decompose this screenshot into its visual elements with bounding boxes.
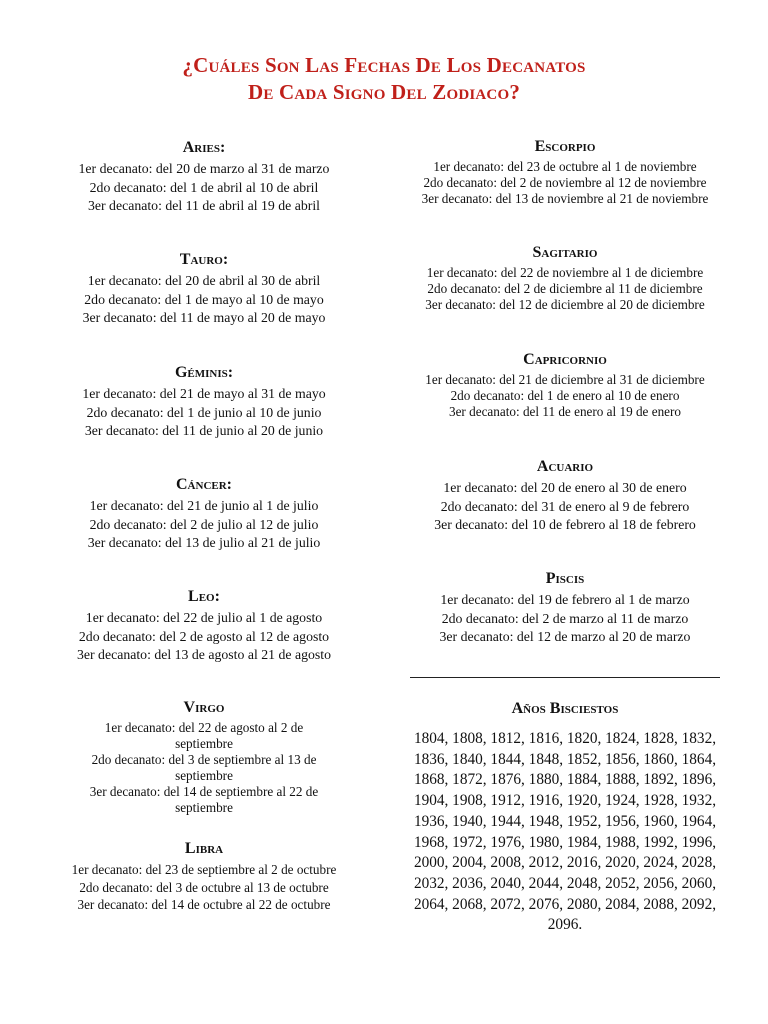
sign-escorpio xyxy=(398,137,732,207)
sign-virgo xyxy=(30,698,378,816)
sign-name: Libra xyxy=(184,840,224,857)
sign-name: Virgo xyxy=(183,699,225,716)
sign-name: Géminis: xyxy=(174,364,234,381)
title-line-2: De Cada Signo Del Zodiaco? xyxy=(247,80,521,104)
decanato-line: 3er decanato: del 12 de marzo al 20 de marzo xyxy=(439,629,691,645)
decanato-line: 3er decanato: del 11 de abril al 19 de abril xyxy=(87,198,321,214)
decanato-line: 2do decanato: del 2 de agosto al 12 de agosto xyxy=(78,628,330,644)
decanato-line: 2do decanato: del 2 de noviembre al 12 de noviembre xyxy=(423,175,707,190)
decanato-line: 2do decanato: del 31 de enero al 9 de febrero xyxy=(440,498,690,514)
decanato-line: 1er decanato: del 20 de marzo al 31 de marzo xyxy=(78,161,330,176)
sign-name: Leo: xyxy=(188,588,220,605)
decanato-line: 3er decanato: del 13 de agosto al 21 de agosto xyxy=(76,647,331,663)
sign-sagitario xyxy=(398,243,732,313)
decanato-line: 3er decanato: del 13 de noviembre al 21 de noviembre xyxy=(421,191,709,206)
sign-leo xyxy=(30,587,378,665)
decanato-line: 2do decanato: del 2 de diciembre al 11 de diciembre xyxy=(427,281,703,296)
decanato-line: 2do decanato: del 3 de octubre al 13 de octubre xyxy=(79,879,329,895)
decanato-line: 2do decanato: del 2 de julio al 12 de julio xyxy=(89,516,319,532)
decanato-line: 1er decanato: del 21 de junio al 1 de julio xyxy=(89,498,319,513)
decanato-line: 3er decanato: del 11 de enero al 19 de enero xyxy=(448,404,681,419)
decanato-line: 1er decanato: del 20 de abril al 30 de abril xyxy=(87,273,321,288)
decanato-line: 2do decanato: del 1 de junio al 10 de junio xyxy=(86,404,322,420)
decanato-line: 2do decanato: del 1 de enero al 10 de enero xyxy=(450,388,680,403)
decanato-line: 3er decanato: del 13 de julio al 21 de julio xyxy=(87,535,321,551)
decanato-line: 1er decanato: del 22 de noviembre al 1 de diciembre xyxy=(426,265,704,280)
sign-name: Acuario xyxy=(536,458,594,475)
decanato-line: 2do decanato: del 2 de marzo al 11 de marzo xyxy=(441,610,689,626)
sign-acuario xyxy=(398,457,732,535)
sign-libra xyxy=(30,839,378,914)
sign-aries xyxy=(30,138,378,216)
sign-geminis xyxy=(30,363,378,441)
sign-name: Piscis xyxy=(545,570,585,587)
sign-piscis xyxy=(398,569,732,647)
decanato-line: 3er decanato: del 11 de junio al 20 de junio xyxy=(84,423,324,439)
decanato-line: 3er decanato: del 12 de diciembre al 20 de diciembre xyxy=(425,297,705,312)
sign-name: Escorpio xyxy=(534,138,596,155)
decanato-line: 1er decanato: del 21 de diciembre al 31 de diciembre xyxy=(425,372,705,387)
sign-name: Aries: xyxy=(182,139,226,156)
sign-name: Sagitario xyxy=(532,244,598,261)
sign-name: Cáncer: xyxy=(176,476,232,493)
decanato-line: 3er decanato: del 10 de febrero al 18 de febrero xyxy=(434,517,696,533)
decanato-line: 1er decanato: del 22 de agosto al 2 de septiembre xyxy=(104,720,304,751)
decanato-line: 3er decanato: del 14 de octubre al 22 de octubre xyxy=(77,897,331,912)
sign-name: Capricornio xyxy=(523,351,607,368)
leap-years-list: 1804, 1808, 1812, 1816, 1820, 1824, 1828, 1832, 1836, 1840, 1844, 1848, 1852, 1856, 1860, 1864, 1868, 1872, 1876, 1880, 1884, 1888, 1892, 1896, 1904, 1908, 1912, 1916, 1920, 1924, 1928, 1932, 1936, 1940, 1944, 1948, 1952, 1956, 1960, 1964, 1968, 1972, 1976, 1980, 1984, 1988, 1992, 1996, 2000, 2004, 2008, 2012, 2016, 2020, 2024, 2028, 2032, 2036, 2040, 2044, 2048, 2052, 2056, 2060, 2064, 2068, 2072, 2076, 2080, 2084, 2088, 2092, 2096. xyxy=(413,730,717,934)
decanato-line: 2do decanato: del 1 de abril al 10 de abril xyxy=(89,179,319,195)
section-divider xyxy=(410,677,720,678)
decanato-line: 1er decanato: del 19 de febrero al 1 de marzo xyxy=(440,592,690,607)
sign-capricornio xyxy=(398,350,732,420)
decanato-line: 1er decanato: del 23 de septiembre al 2 de octubre xyxy=(71,862,337,877)
decanato-line: 2do decanato: del 3 de septiembre al 13 de septiembre xyxy=(91,752,317,783)
decanato-line: 2do decanato: del 1 de mayo al 10 de mayo xyxy=(84,291,324,307)
decanato-line: 1er decanato: del 23 de octubre al 1 de noviembre xyxy=(433,159,697,174)
decanato-line: 3er decanato: del 11 de mayo al 20 de mayo xyxy=(82,310,326,326)
page-title xyxy=(0,52,768,106)
sign-tauro xyxy=(30,250,378,328)
decanato-line: 1er decanato: del 22 de julio al 1 de agosto xyxy=(85,610,323,625)
decanato-line: 3er decanato: del 14 de septiembre al 22 de septiembre xyxy=(89,784,319,815)
sign-name: Tauro: xyxy=(179,251,229,268)
sign-cancer xyxy=(30,475,378,553)
title-line-1: ¿Cuáles Son Las Fechas De Los Decanatos xyxy=(182,53,586,77)
leap-years-title: Años Bisciestos xyxy=(511,700,619,717)
decanato-line: 1er decanato: del 21 de mayo al 31 de mayo xyxy=(82,386,326,401)
decanato-line: 1er decanato: del 20 de enero al 30 de enero xyxy=(443,480,687,495)
